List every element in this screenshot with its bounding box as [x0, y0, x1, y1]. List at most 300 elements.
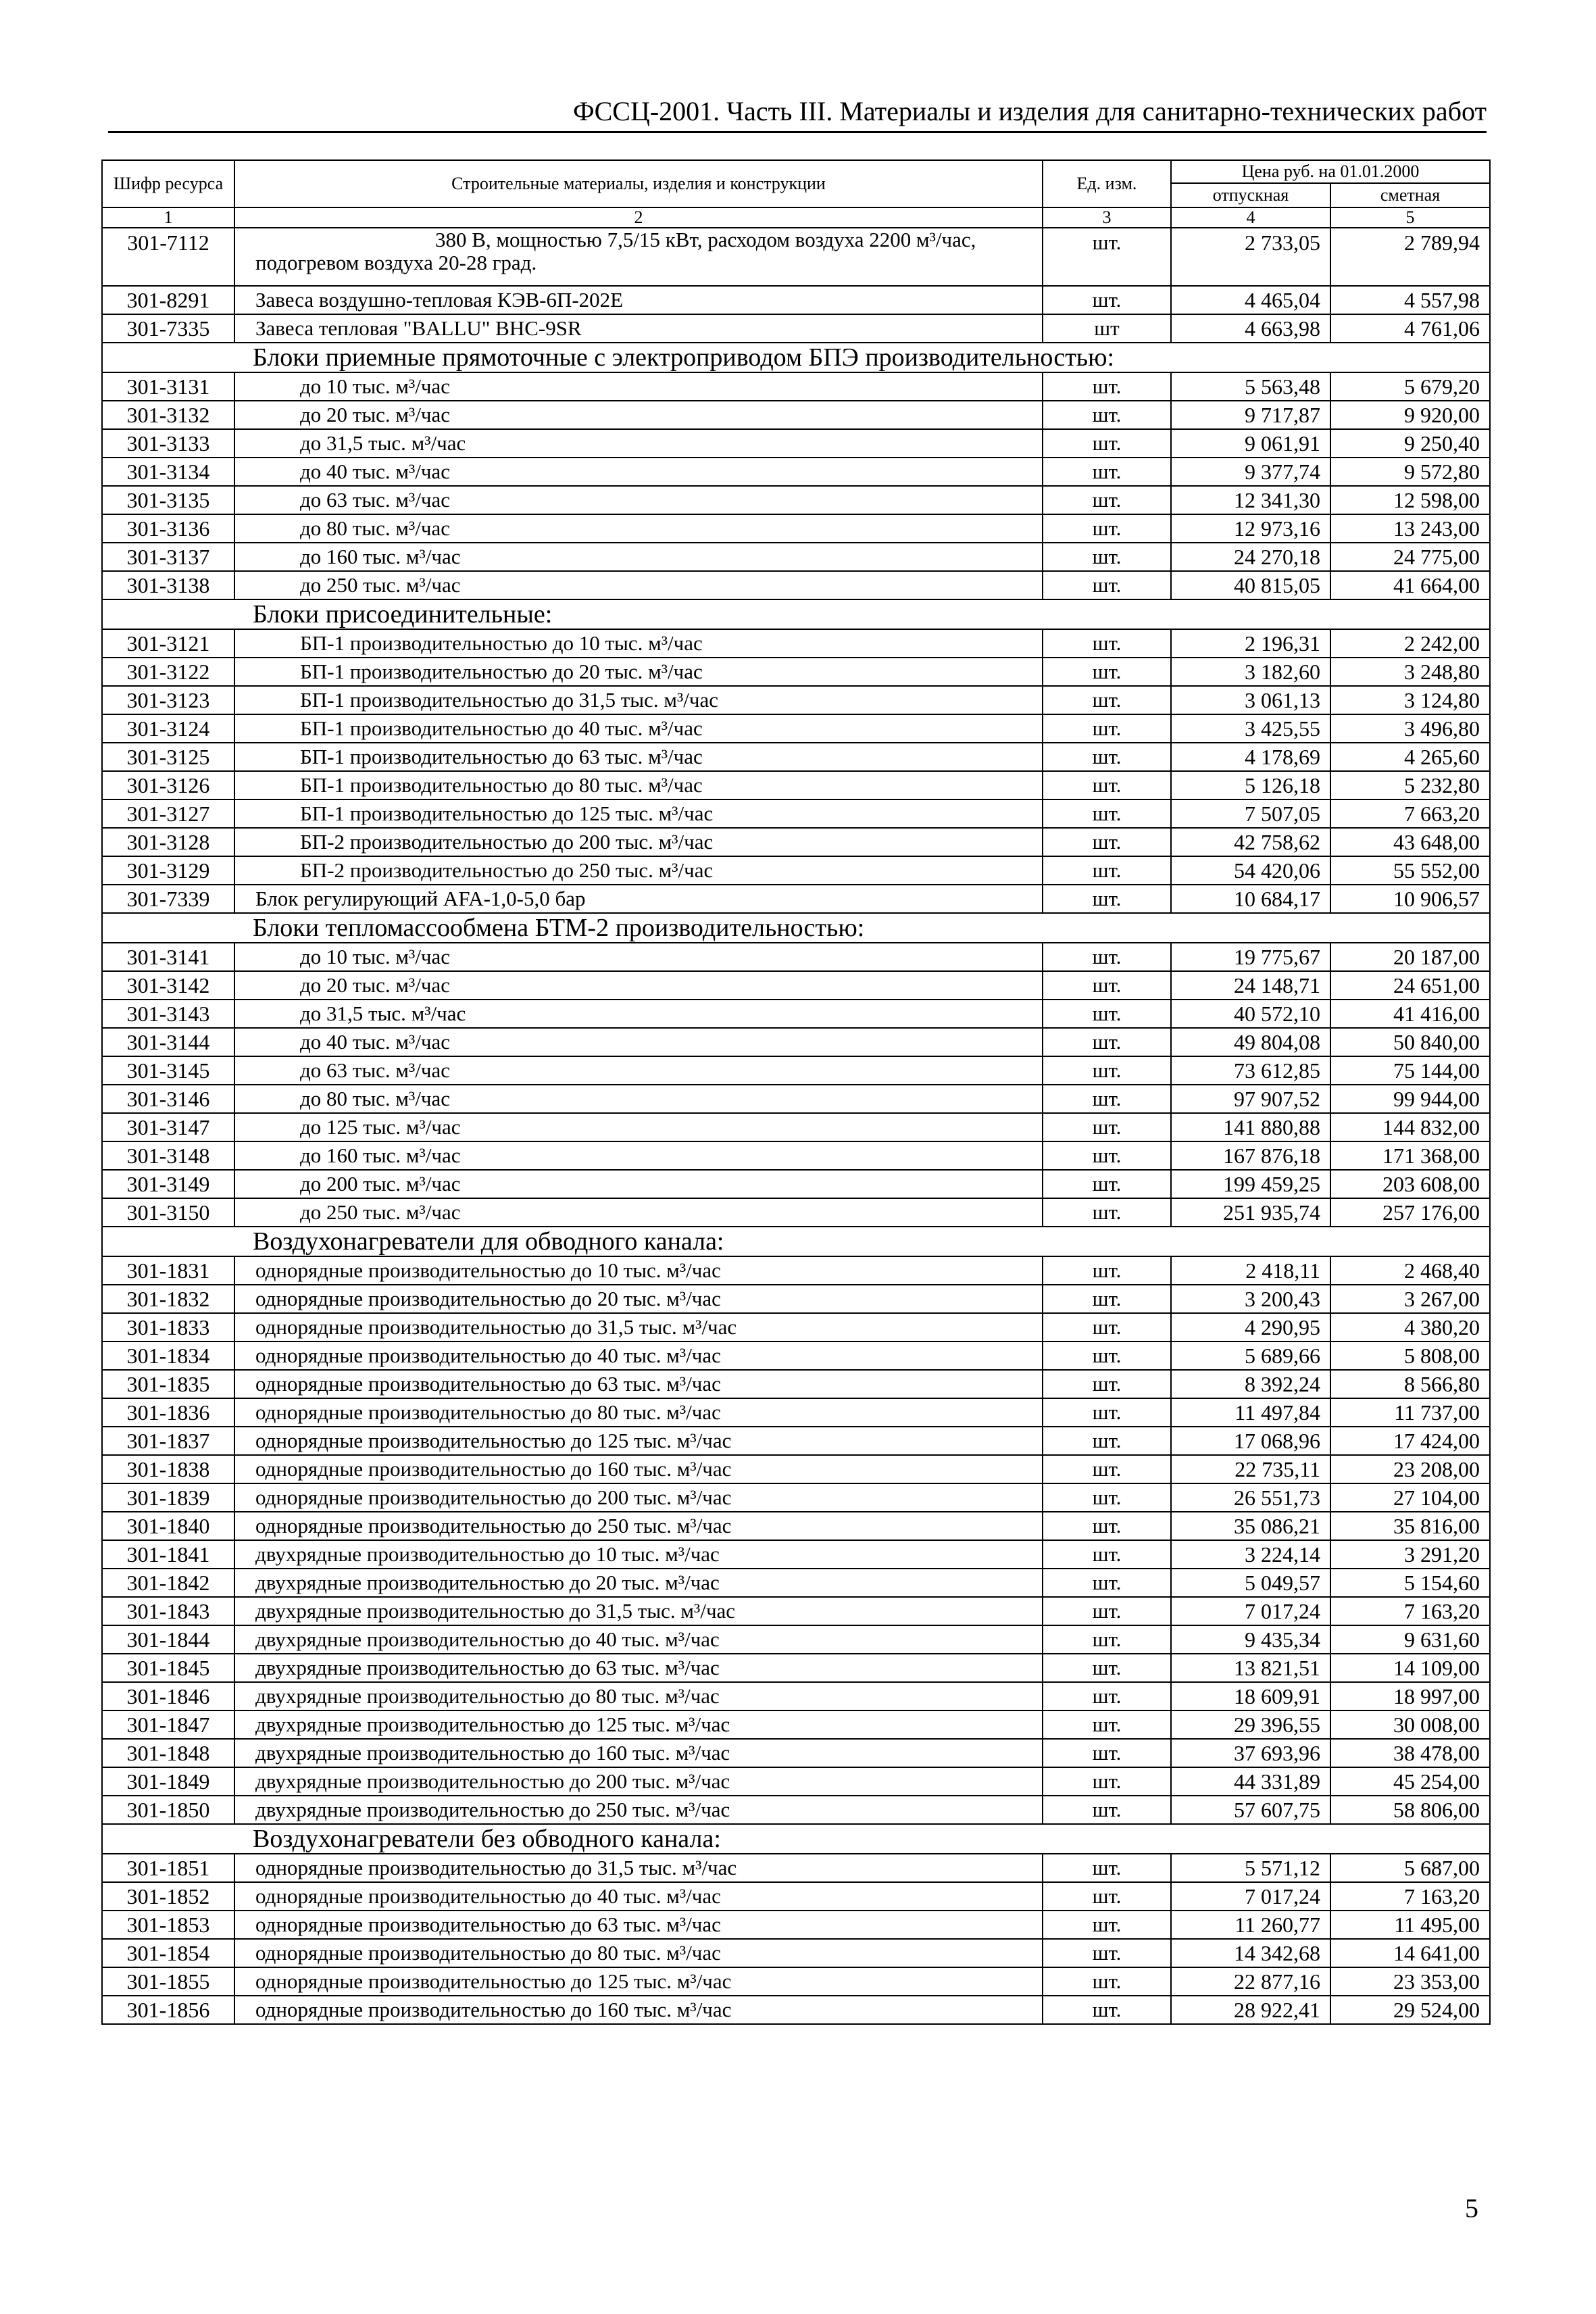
item-name: БП-1 производительностью до 80 тыс. м³/час — [234, 771, 1043, 799]
release-price: 19 775,67 — [1171, 943, 1330, 971]
estimate-price: 9 631,60 — [1330, 1625, 1490, 1654]
resource-code: 301-3145 — [102, 1056, 234, 1085]
release-price: 73 612,85 — [1171, 1056, 1330, 1085]
release-price: 5 689,66 — [1171, 1341, 1330, 1370]
estimate-price: 3 496,80 — [1330, 714, 1490, 743]
unit-cell: шт. — [1043, 799, 1171, 828]
item-name: однорядные производительностью до 31,5 тыс. м³/час — [234, 1313, 1043, 1341]
table-row — [102, 1796, 1490, 1824]
release-price: 40 572,10 — [1171, 1000, 1330, 1028]
page-header — [108, 88, 1487, 133]
estimate-price: 75 144,00 — [1330, 1056, 1490, 1085]
item-name: однорядные производительностью до 31,5 тыс. м³/час — [234, 1854, 1043, 1882]
estimate-price: 55 552,00 — [1330, 856, 1490, 885]
item-name: однорядные производительностью до 10 тыс. м³/час — [234, 1256, 1043, 1285]
resource-code: 301-3124 — [102, 714, 234, 743]
item-name: однорядные производительностью до 80 тыс. м³/час — [234, 1939, 1043, 1967]
item-name: однорядные производительностью до 63 тыс. м³/час — [234, 1911, 1043, 1939]
table-row — [102, 1028, 1490, 1056]
resource-code: 301-1852 — [102, 1882, 234, 1911]
release-price: 49 804,08 — [1171, 1028, 1330, 1056]
table-row — [102, 856, 1490, 885]
unit-cell: шт. — [1043, 1854, 1171, 1882]
unit-cell: шт. — [1043, 1028, 1171, 1056]
item-name: двухрядные производительностью до 31,5 тыс. м³/час — [234, 1597, 1043, 1625]
unit-cell: шт. — [1043, 828, 1171, 856]
estimate-price: 3 124,80 — [1330, 686, 1490, 714]
group-heading: Блоки тепломассообмена БТМ-2 производительностью: — [102, 913, 1490, 943]
unit-cell: шт. — [1043, 1341, 1171, 1370]
resource-code: 301-1848 — [102, 1739, 234, 1767]
table-row — [102, 314, 1490, 343]
estimate-price: 3 291,20 — [1330, 1540, 1490, 1569]
item-name: до 63 тыс. м³/час — [234, 486, 1043, 514]
resource-code: 301-1833 — [102, 1313, 234, 1341]
unit-cell: шт. — [1043, 1256, 1171, 1285]
release-price: 24 270,18 — [1171, 543, 1330, 571]
unit-cell: шт. — [1043, 943, 1171, 971]
release-price: 3 224,14 — [1171, 1540, 1330, 1569]
unit-cell: шт. — [1043, 1796, 1171, 1824]
table-row — [102, 629, 1490, 658]
item-name: до 125 тыс. м³/час — [234, 1113, 1043, 1141]
table-row — [102, 1113, 1490, 1141]
release-price: 9 377,74 — [1171, 458, 1330, 486]
estimate-price: 4 557,98 — [1330, 286, 1490, 314]
item-name: БП-1 производительностью до 40 тыс. м³/час — [234, 714, 1043, 743]
table-row — [102, 743, 1490, 771]
table-row — [102, 1569, 1490, 1597]
resource-code: 301-3133 — [102, 429, 234, 458]
resource-code: 301-1840 — [102, 1512, 234, 1540]
estimate-price: 171 368,00 — [1330, 1141, 1490, 1170]
resource-code: 301-3131 — [102, 372, 234, 401]
item-name: однорядные производительностью до 40 тыс. м³/час — [234, 1341, 1043, 1370]
estimate-price: 3 248,80 — [1330, 658, 1490, 686]
resource-code: 301-1853 — [102, 1911, 234, 1939]
estimate-price: 5 232,80 — [1330, 771, 1490, 799]
item-name: БП-1 производительностью до 63 тыс. м³/час — [234, 743, 1043, 771]
release-price: 9 061,91 — [1171, 429, 1330, 458]
unit-cell: шт. — [1043, 1085, 1171, 1113]
estimate-price: 203 608,00 — [1330, 1170, 1490, 1198]
resource-code: 301-3142 — [102, 971, 234, 1000]
table-row — [102, 771, 1490, 799]
resource-code: 301-3132 — [102, 401, 234, 429]
resource-code: 301-1839 — [102, 1483, 234, 1512]
table-row — [102, 1085, 1490, 1113]
page-number: 5 — [1465, 2193, 1478, 2223]
unit-cell: шт. — [1043, 885, 1171, 913]
table-row — [102, 1682, 1490, 1710]
release-price: 3 425,55 — [1171, 714, 1330, 743]
estimate-price: 257 176,00 — [1330, 1198, 1490, 1227]
unit-cell: шт. — [1043, 1113, 1171, 1141]
release-price: 4 465,04 — [1171, 286, 1330, 314]
estimate-price: 45 254,00 — [1330, 1767, 1490, 1796]
resource-code: 301-1832 — [102, 1285, 234, 1313]
table-row — [102, 429, 1490, 458]
table-row — [102, 286, 1490, 314]
release-price: 42 758,62 — [1171, 828, 1330, 856]
table-row — [102, 943, 1490, 971]
unit-cell: шт. — [1043, 1710, 1171, 1739]
estimate-price: 3 267,00 — [1330, 1285, 1490, 1313]
col-number: 1 — [102, 207, 234, 228]
item-name: до 40 тыс. м³/час — [234, 1028, 1043, 1056]
resource-code: 301-1836 — [102, 1398, 234, 1427]
group-row — [102, 1227, 1490, 1256]
resource-code: 301-1846 — [102, 1682, 234, 1710]
group-row — [102, 343, 1490, 372]
col-number: 2 — [234, 207, 1043, 228]
item-name: однорядные производительностью до 63 тыс. м³/час — [234, 1370, 1043, 1398]
unit-cell: шт. — [1043, 971, 1171, 1000]
release-price: 8 392,24 — [1171, 1370, 1330, 1398]
resource-code: 301-1843 — [102, 1597, 234, 1625]
item-name: двухрядные производительностью до 250 тыс. м³/час — [234, 1796, 1043, 1824]
item-name: БП-2 производительностью до 250 тыс. м³/час — [234, 856, 1043, 885]
estimate-price: 8 566,80 — [1330, 1370, 1490, 1398]
header-estimate-price: сметная — [1330, 183, 1490, 207]
estimate-price: 5 687,00 — [1330, 1854, 1490, 1882]
unit-cell: шт. — [1043, 629, 1171, 658]
item-name: до 20 тыс. м³/час — [234, 401, 1043, 429]
item-name: БП-1 производительностью до 10 тыс. м³/час — [234, 629, 1043, 658]
unit-cell: шт. — [1043, 1625, 1171, 1654]
item-name: до 63 тыс. м³/час — [234, 1056, 1043, 1085]
table-row — [102, 1654, 1490, 1682]
item-name: двухрядные производительностью до 10 тыс. м³/час — [234, 1540, 1043, 1569]
resource-code: 301-3137 — [102, 543, 234, 571]
table-row — [102, 686, 1490, 714]
estimate-price: 12 598,00 — [1330, 486, 1490, 514]
table-row — [102, 1256, 1490, 1285]
unit-cell: шт — [1043, 314, 1171, 343]
col-number: 4 — [1171, 207, 1330, 228]
resource-code: 301-3138 — [102, 571, 234, 599]
group-heading: Блоки присоединительные: — [102, 599, 1490, 629]
resource-code: 301-1854 — [102, 1939, 234, 1967]
item-name: до 40 тыс. м³/час — [234, 458, 1043, 486]
item-name: двухрядные производительностью до 125 тыс. м³/час — [234, 1710, 1043, 1739]
unit-cell: шт. — [1043, 514, 1171, 543]
estimate-price: 11 737,00 — [1330, 1398, 1490, 1427]
unit-cell: шт. — [1043, 1767, 1171, 1796]
release-price: 9 717,87 — [1171, 401, 1330, 429]
table-row — [102, 1512, 1490, 1540]
estimate-price: 5 154,60 — [1330, 1569, 1490, 1597]
estimate-price: 11 495,00 — [1330, 1911, 1490, 1939]
unit-cell: шт. — [1043, 714, 1171, 743]
release-price: 13 821,51 — [1171, 1654, 1330, 1682]
release-price: 37 693,96 — [1171, 1739, 1330, 1767]
release-price: 12 973,16 — [1171, 514, 1330, 543]
table-row — [102, 514, 1490, 543]
release-price: 11 260,77 — [1171, 1911, 1330, 1939]
table-row — [102, 1141, 1490, 1170]
table-row — [102, 1398, 1490, 1427]
unit-cell: шт. — [1043, 1370, 1171, 1398]
group-heading: Воздухонагреватели без обводного канала: — [102, 1824, 1490, 1854]
unit-cell: шт. — [1043, 1911, 1171, 1939]
unit-cell: шт. — [1043, 1996, 1171, 2024]
item-name: до 31,5 тыс. м³/час — [234, 429, 1043, 458]
unit-cell: шт. — [1043, 1000, 1171, 1028]
unit-cell: шт. — [1043, 1141, 1171, 1170]
unit-cell: шт. — [1043, 228, 1171, 286]
item-name: однорядные производительностью до 160 тыс. м³/час — [234, 1455, 1043, 1483]
release-price: 11 497,84 — [1171, 1398, 1330, 1427]
resource-code: 301-1856 — [102, 1996, 234, 2024]
estimate-price: 30 008,00 — [1330, 1710, 1490, 1739]
resource-code: 301-7112 — [102, 228, 234, 286]
release-price: 2 196,31 — [1171, 629, 1330, 658]
unit-cell: шт. — [1043, 1313, 1171, 1341]
item-name: до 20 тыс. м³/час — [234, 971, 1043, 1000]
header-price: Цена руб. на 01.01.2000 — [1171, 160, 1490, 183]
resource-code: 301-1844 — [102, 1625, 234, 1654]
unit-cell: шт. — [1043, 1967, 1171, 1996]
release-price: 22 877,16 — [1171, 1967, 1330, 1996]
unit-cell: шт. — [1043, 1285, 1171, 1313]
release-price: 5 049,57 — [1171, 1569, 1330, 1597]
group-row — [102, 913, 1490, 943]
unit-cell: шт. — [1043, 1739, 1171, 1767]
estimate-price: 35 816,00 — [1330, 1512, 1490, 1540]
release-price: 4 663,98 — [1171, 314, 1330, 343]
item-name: однорядные производительностью до 160 тыс. м³/час — [234, 1996, 1043, 2024]
item-name: двухрядные производительностью до 200 тыс. м³/час — [234, 1767, 1043, 1796]
table-row — [102, 828, 1490, 856]
resource-code: 301-3149 — [102, 1170, 234, 1198]
release-price: 22 735,11 — [1171, 1455, 1330, 1483]
table-row — [102, 571, 1490, 599]
resource-code: 301-3148 — [102, 1141, 234, 1170]
table-row — [102, 1198, 1490, 1227]
item-name: однорядные производительностью до 20 тыс. м³/час — [234, 1285, 1043, 1313]
estimate-price: 58 806,00 — [1330, 1796, 1490, 1824]
table-row — [102, 1427, 1490, 1455]
release-price: 3 182,60 — [1171, 658, 1330, 686]
estimate-price: 2 242,00 — [1330, 629, 1490, 658]
table-row — [102, 799, 1490, 828]
estimate-price: 5 808,00 — [1330, 1341, 1490, 1370]
unit-cell: шт. — [1043, 1654, 1171, 1682]
item-name: БП-1 производительностью до 31,5 тыс. м³/час — [234, 686, 1043, 714]
item-name: до 160 тыс. м³/час — [234, 1141, 1043, 1170]
resource-code: 301-3147 — [102, 1113, 234, 1141]
resource-code: 301-3127 — [102, 799, 234, 828]
estimate-price: 7 163,20 — [1330, 1597, 1490, 1625]
release-price: 35 086,21 — [1171, 1512, 1330, 1540]
resource-code: 301-3135 — [102, 486, 234, 514]
unit-cell: шт. — [1043, 1540, 1171, 1569]
col-number: 5 — [1330, 207, 1490, 228]
unit-cell: шт. — [1043, 658, 1171, 686]
release-price: 7 507,05 — [1171, 799, 1330, 828]
table-row — [102, 1625, 1490, 1654]
unit-cell: шт. — [1043, 1427, 1171, 1455]
item-name — [234, 228, 1043, 286]
resource-code: 301-1847 — [102, 1710, 234, 1739]
estimate-price: 41 664,00 — [1330, 571, 1490, 599]
unit-cell: шт. — [1043, 286, 1171, 314]
item-name: Завеса тепловая "BALLU" ВНС-9SR — [234, 314, 1043, 343]
release-price: 14 342,68 — [1171, 1939, 1330, 1967]
header-code: Шифр ресурса — [102, 160, 234, 207]
item-name: до 250 тыс. м³/час — [234, 571, 1043, 599]
estimate-price: 9 572,80 — [1330, 458, 1490, 486]
header-unit: Ед. изм. — [1043, 160, 1171, 207]
estimate-price: 23 208,00 — [1330, 1455, 1490, 1483]
estimate-price: 17 424,00 — [1330, 1427, 1490, 1455]
table-row — [102, 372, 1490, 401]
resource-code: 301-1855 — [102, 1967, 234, 1996]
resource-code: 301-1834 — [102, 1341, 234, 1370]
table-row — [102, 1882, 1490, 1911]
release-price: 2 418,11 — [1171, 1256, 1330, 1285]
item-name: двухрядные производительностью до 20 тыс. м³/час — [234, 1569, 1043, 1597]
unit-cell: шт. — [1043, 1569, 1171, 1597]
item-name: однорядные производительностью до 125 тыс. м³/час — [234, 1427, 1043, 1455]
item-name: до 31,5 тыс. м³/час — [234, 1000, 1043, 1028]
table-row — [102, 1597, 1490, 1625]
release-price: 40 815,05 — [1171, 571, 1330, 599]
item-name: до 80 тыс. м³/час — [234, 1085, 1043, 1113]
release-price: 18 609,91 — [1171, 1682, 1330, 1710]
item-name: двухрядные производительностью до 63 тыс. м³/час — [234, 1654, 1043, 1682]
release-price: 7 017,24 — [1171, 1882, 1330, 1911]
estimate-price: 9 920,00 — [1330, 401, 1490, 429]
unit-cell: шт. — [1043, 771, 1171, 799]
resource-code: 301-3136 — [102, 514, 234, 543]
unit-cell: шт. — [1043, 686, 1171, 714]
resource-code: 301-1837 — [102, 1427, 234, 1455]
table-row — [102, 658, 1490, 686]
estimate-price: 13 243,00 — [1330, 514, 1490, 543]
release-price: 251 935,74 — [1171, 1198, 1330, 1227]
estimate-price: 4 380,20 — [1330, 1313, 1490, 1341]
resource-code: 301-1850 — [102, 1796, 234, 1824]
release-price: 12 341,30 — [1171, 486, 1330, 514]
unit-cell: шт. — [1043, 1198, 1171, 1227]
resource-code: 301-3125 — [102, 743, 234, 771]
table-row — [102, 228, 1490, 286]
resource-code: 301-3143 — [102, 1000, 234, 1028]
header-name: Строительные материалы, изделия и конструкции — [234, 160, 1043, 207]
table-row — [102, 1996, 1490, 2024]
release-price: 26 551,73 — [1171, 1483, 1330, 1512]
release-price: 54 420,06 — [1171, 856, 1330, 885]
item-name: Блок регулирующий AFA-1,0-5,0 бар — [234, 885, 1043, 913]
unit-cell: шт. — [1043, 856, 1171, 885]
table-row — [102, 486, 1490, 514]
table-row — [102, 1056, 1490, 1085]
unit-cell: шт. — [1043, 1455, 1171, 1483]
release-price: 10 684,17 — [1171, 885, 1330, 913]
table-row — [102, 1483, 1490, 1512]
estimate-price: 144 832,00 — [1330, 1113, 1490, 1141]
unit-cell: шт. — [1043, 543, 1171, 571]
item-name: однорядные производительностью до 125 тыс. м³/час — [234, 1967, 1043, 1996]
estimate-price: 41 416,00 — [1330, 1000, 1490, 1028]
table-row — [102, 1939, 1490, 1967]
item-name-line: подогревом воздуха 20-28 град. — [255, 251, 537, 274]
table-row — [102, 1370, 1490, 1398]
unit-cell: шт. — [1043, 458, 1171, 486]
resource-code: 301-3146 — [102, 1085, 234, 1113]
unit-cell: шт. — [1043, 1398, 1171, 1427]
release-price: 5 126,18 — [1171, 771, 1330, 799]
estimate-price: 23 353,00 — [1330, 1967, 1490, 1996]
estimate-price: 4 265,60 — [1330, 743, 1490, 771]
release-price: 7 017,24 — [1171, 1597, 1330, 1625]
group-row — [102, 599, 1490, 629]
release-price: 28 922,41 — [1171, 1996, 1330, 2024]
unit-cell: шт. — [1043, 571, 1171, 599]
item-name: двухрядные производительностью до 80 тыс. м³/час — [234, 1682, 1043, 1710]
release-price: 3 200,43 — [1171, 1285, 1330, 1313]
release-price: 4 290,95 — [1171, 1313, 1330, 1341]
table-row — [102, 1540, 1490, 1569]
resource-code: 301-1849 — [102, 1767, 234, 1796]
release-price: 5 571,12 — [1171, 1854, 1330, 1882]
header-title: ФССЦ-2001. Часть III. Материалы и изделия для санитарно-технических работ — [573, 96, 1487, 126]
estimate-price: 20 187,00 — [1330, 943, 1490, 971]
estimate-price: 99 944,00 — [1330, 1085, 1490, 1113]
table-row — [102, 1739, 1490, 1767]
estimate-price: 2 789,94 — [1330, 228, 1490, 286]
unit-cell: шт. — [1043, 1597, 1171, 1625]
estimate-price: 24 651,00 — [1330, 971, 1490, 1000]
release-price: 24 148,71 — [1171, 971, 1330, 1000]
resource-code: 301-3122 — [102, 658, 234, 686]
release-price: 199 459,25 — [1171, 1170, 1330, 1198]
table-row — [102, 1313, 1490, 1341]
estimate-price: 7 163,20 — [1330, 1882, 1490, 1911]
item-name: однорядные производительностью до 80 тыс. м³/час — [234, 1398, 1043, 1427]
table-row — [102, 1285, 1490, 1313]
estimate-price: 27 104,00 — [1330, 1483, 1490, 1512]
item-name: Завеса воздушно-тепловая КЭВ-6П-202Е — [234, 286, 1043, 314]
col-number: 3 — [1043, 207, 1171, 228]
resource-code: 301-3134 — [102, 458, 234, 486]
resource-code: 301-3144 — [102, 1028, 234, 1056]
estimate-price: 50 840,00 — [1330, 1028, 1490, 1056]
estimate-price: 4 761,06 — [1330, 314, 1490, 343]
item-name: однорядные производительностью до 40 тыс. м³/час — [234, 1882, 1043, 1911]
resource-code: 301-1851 — [102, 1854, 234, 1882]
table-row — [102, 1341, 1490, 1370]
table-row — [102, 401, 1490, 429]
item-name: до 160 тыс. м³/час — [234, 543, 1043, 571]
estimate-price: 9 250,40 — [1330, 429, 1490, 458]
resource-code: 301-1841 — [102, 1540, 234, 1569]
release-price: 97 907,52 — [1171, 1085, 1330, 1113]
resource-code: 301-7339 — [102, 885, 234, 913]
estimate-price: 24 775,00 — [1330, 543, 1490, 571]
unit-cell: шт. — [1043, 429, 1171, 458]
table-row — [102, 1767, 1490, 1796]
resource-code: 301-3123 — [102, 686, 234, 714]
unit-cell: шт. — [1043, 1056, 1171, 1085]
item-name: двухрядные производительностью до 160 тыс. м³/час — [234, 1739, 1043, 1767]
estimate-price: 43 648,00 — [1330, 828, 1490, 856]
item-name: до 250 тыс. м³/час — [234, 1198, 1043, 1227]
unit-cell: шт. — [1043, 372, 1171, 401]
resource-code: 301-7335 — [102, 314, 234, 343]
